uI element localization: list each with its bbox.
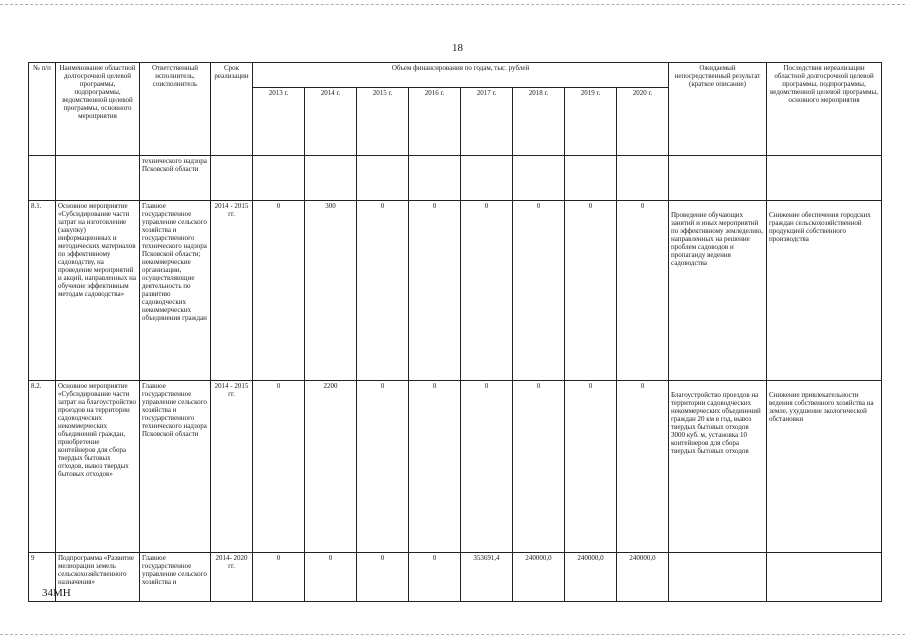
value-cell: 0 [409, 201, 461, 381]
name-cell: Основное мероприятие «Субсидирование части затрат на благоустройство проездов на территории садоводческих некоммерческих объединений граждан, приобретение контейнеров для сбора твердых бытовых отходов, вывоз твердых бытовых отходов» [56, 381, 140, 553]
footer-code: 34МН [42, 587, 71, 599]
value-cell: 0 [617, 381, 669, 553]
financing-table [28, 62, 882, 602]
value-cell: 0 [513, 201, 565, 381]
header-year: 2016 г. [409, 88, 461, 156]
header-year: 2020 г. [617, 88, 669, 156]
executor-cell: Главное государственное управление сельского хозяйства и государственного технического надзора Псковской области [140, 381, 211, 553]
header-year: 2019 г. [565, 88, 617, 156]
consequences-cell: Снижение привлекательности ведения собственного хозяйства на земле, ухудшение экологической обстановки [767, 381, 882, 553]
term-cell: 2014 - 2015 гг. [211, 381, 253, 553]
term-cell: 2014 - 2015 гг. [211, 201, 253, 381]
term-cell: 2014- 2020 гг. [211, 553, 253, 602]
row-number: 8.2. [29, 381, 56, 553]
header-year: 2018 г. [513, 88, 565, 156]
header-consequences: Последствия нереализации областной долгосрочной целевой программы, подпрограммы, ведомственной целевой программы, основного мероприятия [767, 63, 882, 156]
value-cell: 0 [357, 381, 409, 553]
header-expected: Ожидаемый непосредственный результат (краткое описание) [669, 63, 767, 156]
value-cell: 0 [409, 553, 461, 602]
header-year: 2015 г. [357, 88, 409, 156]
executor-cell: Главное государственное управление сельского хозяйства и государственного технического надзора Псковской области; некоммерческие организации, осуществляющие деятельность по развитию садоводческих некоммерческих объединения граждан [140, 201, 211, 381]
executor-cell: технического надзора Псковской области [140, 156, 211, 201]
expected-cell [669, 553, 767, 602]
table-row [29, 201, 882, 381]
value-cell: 0 [409, 381, 461, 553]
name-cell: Подпрограмма «Развитие мелиорации земель сельскохозяйственного назначения» [56, 553, 140, 602]
table-row [29, 156, 882, 201]
value-cell: 240000,0 [617, 553, 669, 602]
page-number: 18 [452, 42, 463, 54]
row-number: 8.1. [29, 201, 56, 381]
value-cell: 0 [305, 553, 357, 602]
scan-edge-top [0, 4, 905, 6]
value-cell: 0 [253, 201, 305, 381]
value-cell: 2200 [305, 381, 357, 553]
expected-cell: Проведение обучающих занятий и иных мероприятий по эффективному земледелию, направленных на решение проблем садоводов и пропаганду ведения садоводства [669, 201, 767, 381]
scan-edge-bottom [0, 634, 905, 636]
executor-cell: Главное государственное управление сельского хозяйства и [140, 553, 211, 602]
header-year: 2013 г. [253, 88, 305, 156]
table-row [29, 553, 882, 602]
header-num: № п/п [29, 63, 56, 156]
header-year: 2014 г. [305, 88, 357, 156]
header-financing: Объем финансирования по годам, тыс. рублей [253, 63, 669, 88]
value-cell: 0 [357, 201, 409, 381]
header-year: 2017 г. [461, 88, 513, 156]
value-cell: 240000,0 [513, 553, 565, 602]
expected-cell: Благоустройство проездов на территории садоводческих некоммерческих объединений граждан 20 км в год, вывоз твердых бытовых отходов 3000 куб. м, установка 10 контейнеров для сбора твердых бытовых отходов [669, 381, 767, 553]
value-cell: 0 [253, 381, 305, 553]
value-cell: 0 [461, 201, 513, 381]
name-cell: Основное мероприятие «Субсидирование части затрат на изготовление (закупку) информационных и методических материалов по эффективному садоводству, на проведение мероприятий и акций, направленных на обучение эффективным методам садоводства» [56, 201, 140, 381]
value-cell: 0 [565, 201, 617, 381]
value-cell: 0 [461, 381, 513, 553]
consequences-cell [767, 553, 882, 602]
consequences-cell: Снижение обеспечения городских граждан сельскохозяйственной продукцией собственного производства [767, 201, 882, 381]
value-cell: 353691,4 [461, 553, 513, 602]
header-name: Наименование областной долгосрочной целевой программы, подпрограммы, ведомственной целевой программы, основного мероприятия [56, 63, 140, 156]
value-cell: 0 [617, 201, 669, 381]
value-cell: 240000,0 [565, 553, 617, 602]
value-cell: 300 [305, 201, 357, 381]
value-cell: 0 [565, 381, 617, 553]
table-row [29, 381, 882, 553]
header-executor: Ответственный исполнитель, соисполнитель [140, 63, 211, 156]
row-number: 9 [29, 553, 56, 602]
value-cell: 0 [513, 381, 565, 553]
value-cell: 0 [357, 553, 409, 602]
header-term: Срок реализации [211, 63, 253, 156]
value-cell: 0 [253, 553, 305, 602]
